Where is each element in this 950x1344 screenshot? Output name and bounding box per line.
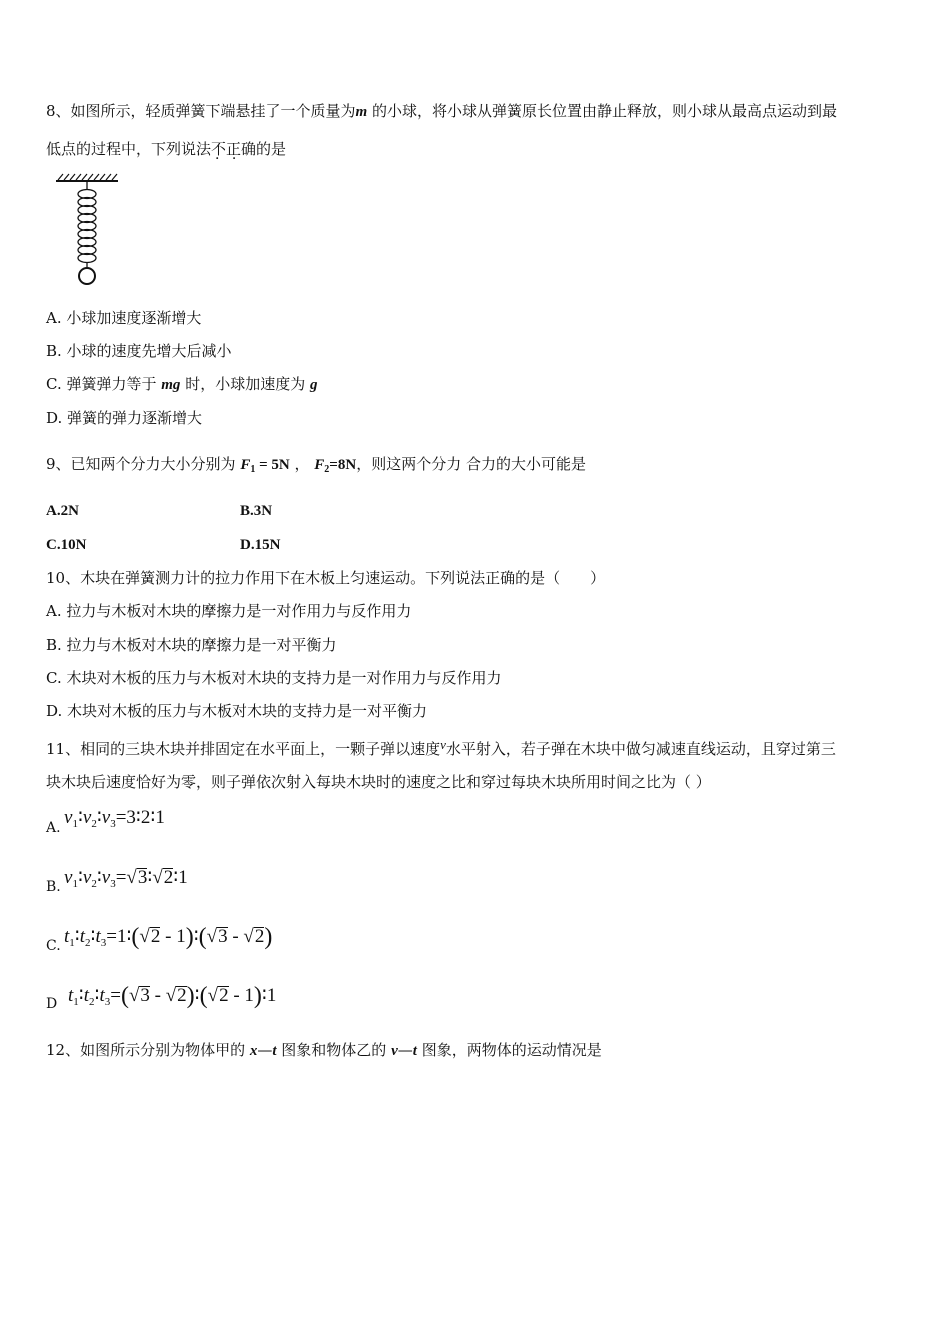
q11-option-d-label[interactable]: D	[46, 996, 58, 1012]
q10-option-d[interactable]: D. 木块对木板的压力与木板对木块的支持力是一对平衡力	[46, 702, 428, 720]
q8-option-c[interactable]: C. 弹簧弹力等于 mg 时，小球加速度为 g	[46, 375, 318, 393]
q11-option-c-formula[interactable]: $t_1∶t_2∶t_3=1∶(√2$ - 1)∶(√3 - √2)	[64, 924, 273, 950]
q9-option-c[interactable]: C.10N	[46, 537, 87, 553]
q8-stem-line1: 8、如图所示，轻质弹簧下端悬挂了一个质量为m 的小球，将小球从弹簧原长位置由静止释放，则小球从最高点运动到最	[46, 102, 837, 120]
q11-option-c-label[interactable]: C.	[46, 938, 61, 954]
q10-option-a[interactable]: A. 拉力与木板对木块的摩擦力是一对作用力与反作用力	[46, 602, 412, 620]
spring-ball-figure	[52, 172, 124, 290]
q9-option-d[interactable]: D.15N	[240, 537, 281, 553]
q11-option-b-label[interactable]: B.	[46, 879, 61, 895]
q8-stem-line2: 低点的过程中，下列说法不正确 · ·的是	[46, 139, 286, 159]
q11-option-a-formula[interactable]: $v_1∶v_2∶v_3=3∶2∶1$	[64, 807, 165, 830]
q10-stem: 10、木块在弹簧测力计的拉力作用下在木板上匀速运动。下列说法正确的是（ ）	[46, 569, 606, 587]
q8-option-b[interactable]: B. 小球的速度先增大后减小	[46, 342, 232, 360]
q11-option-b-formula[interactable]: $v_1∶v_2∶v_3=√3∶√2∶1$	[64, 867, 188, 890]
q10-option-b[interactable]: B. 拉力与木板对木块的摩擦力是一对平衡力	[46, 636, 337, 654]
q11-option-d-formula[interactable]: $t_1∶t_2∶t_3=(√3$ - √2)∶(√2 - 1)∶1	[68, 983, 277, 1009]
q8-option-d[interactable]: D. 弹簧的弹力逐渐增大	[46, 409, 203, 427]
q10-option-c[interactable]: C. 木块对木板的压力与木板对木块的支持力是一对作用力与反作用力	[46, 669, 502, 687]
q11-stem-line1: 11、相同的三块木块并排固定在水平面上，一颗子弹以速度v水平射入，若子弹在木块中做匀减速直线运动，且穿过第三	[46, 737, 836, 758]
q9-stem: 9、已知两个分力大小分别为 $F_1 = 5N$ ， $F_2=8N$，则这两个分力 合力的大小可能是	[46, 455, 586, 475]
q8-option-a[interactable]: A. 小球加速度逐渐增大	[46, 309, 202, 327]
q9-option-b[interactable]: B.3N	[240, 503, 273, 519]
q11-option-a-label[interactable]: A.	[46, 820, 61, 836]
emphasis-not-correct: 不正确 · ·	[211, 140, 256, 158]
q11-stem-line2: 块木块后速度恰好为零，则子弹依次射入每块木块时的速度之比和穿过每块木块所用时间之比为（ ）	[46, 773, 711, 791]
q12-stem: 12、如图所示分别为物体甲的 x—t 图象和物体乙的 v—t 图象，两物体的运动情况是	[46, 1041, 602, 1059]
q9-option-a[interactable]: A.2N	[46, 503, 79, 519]
